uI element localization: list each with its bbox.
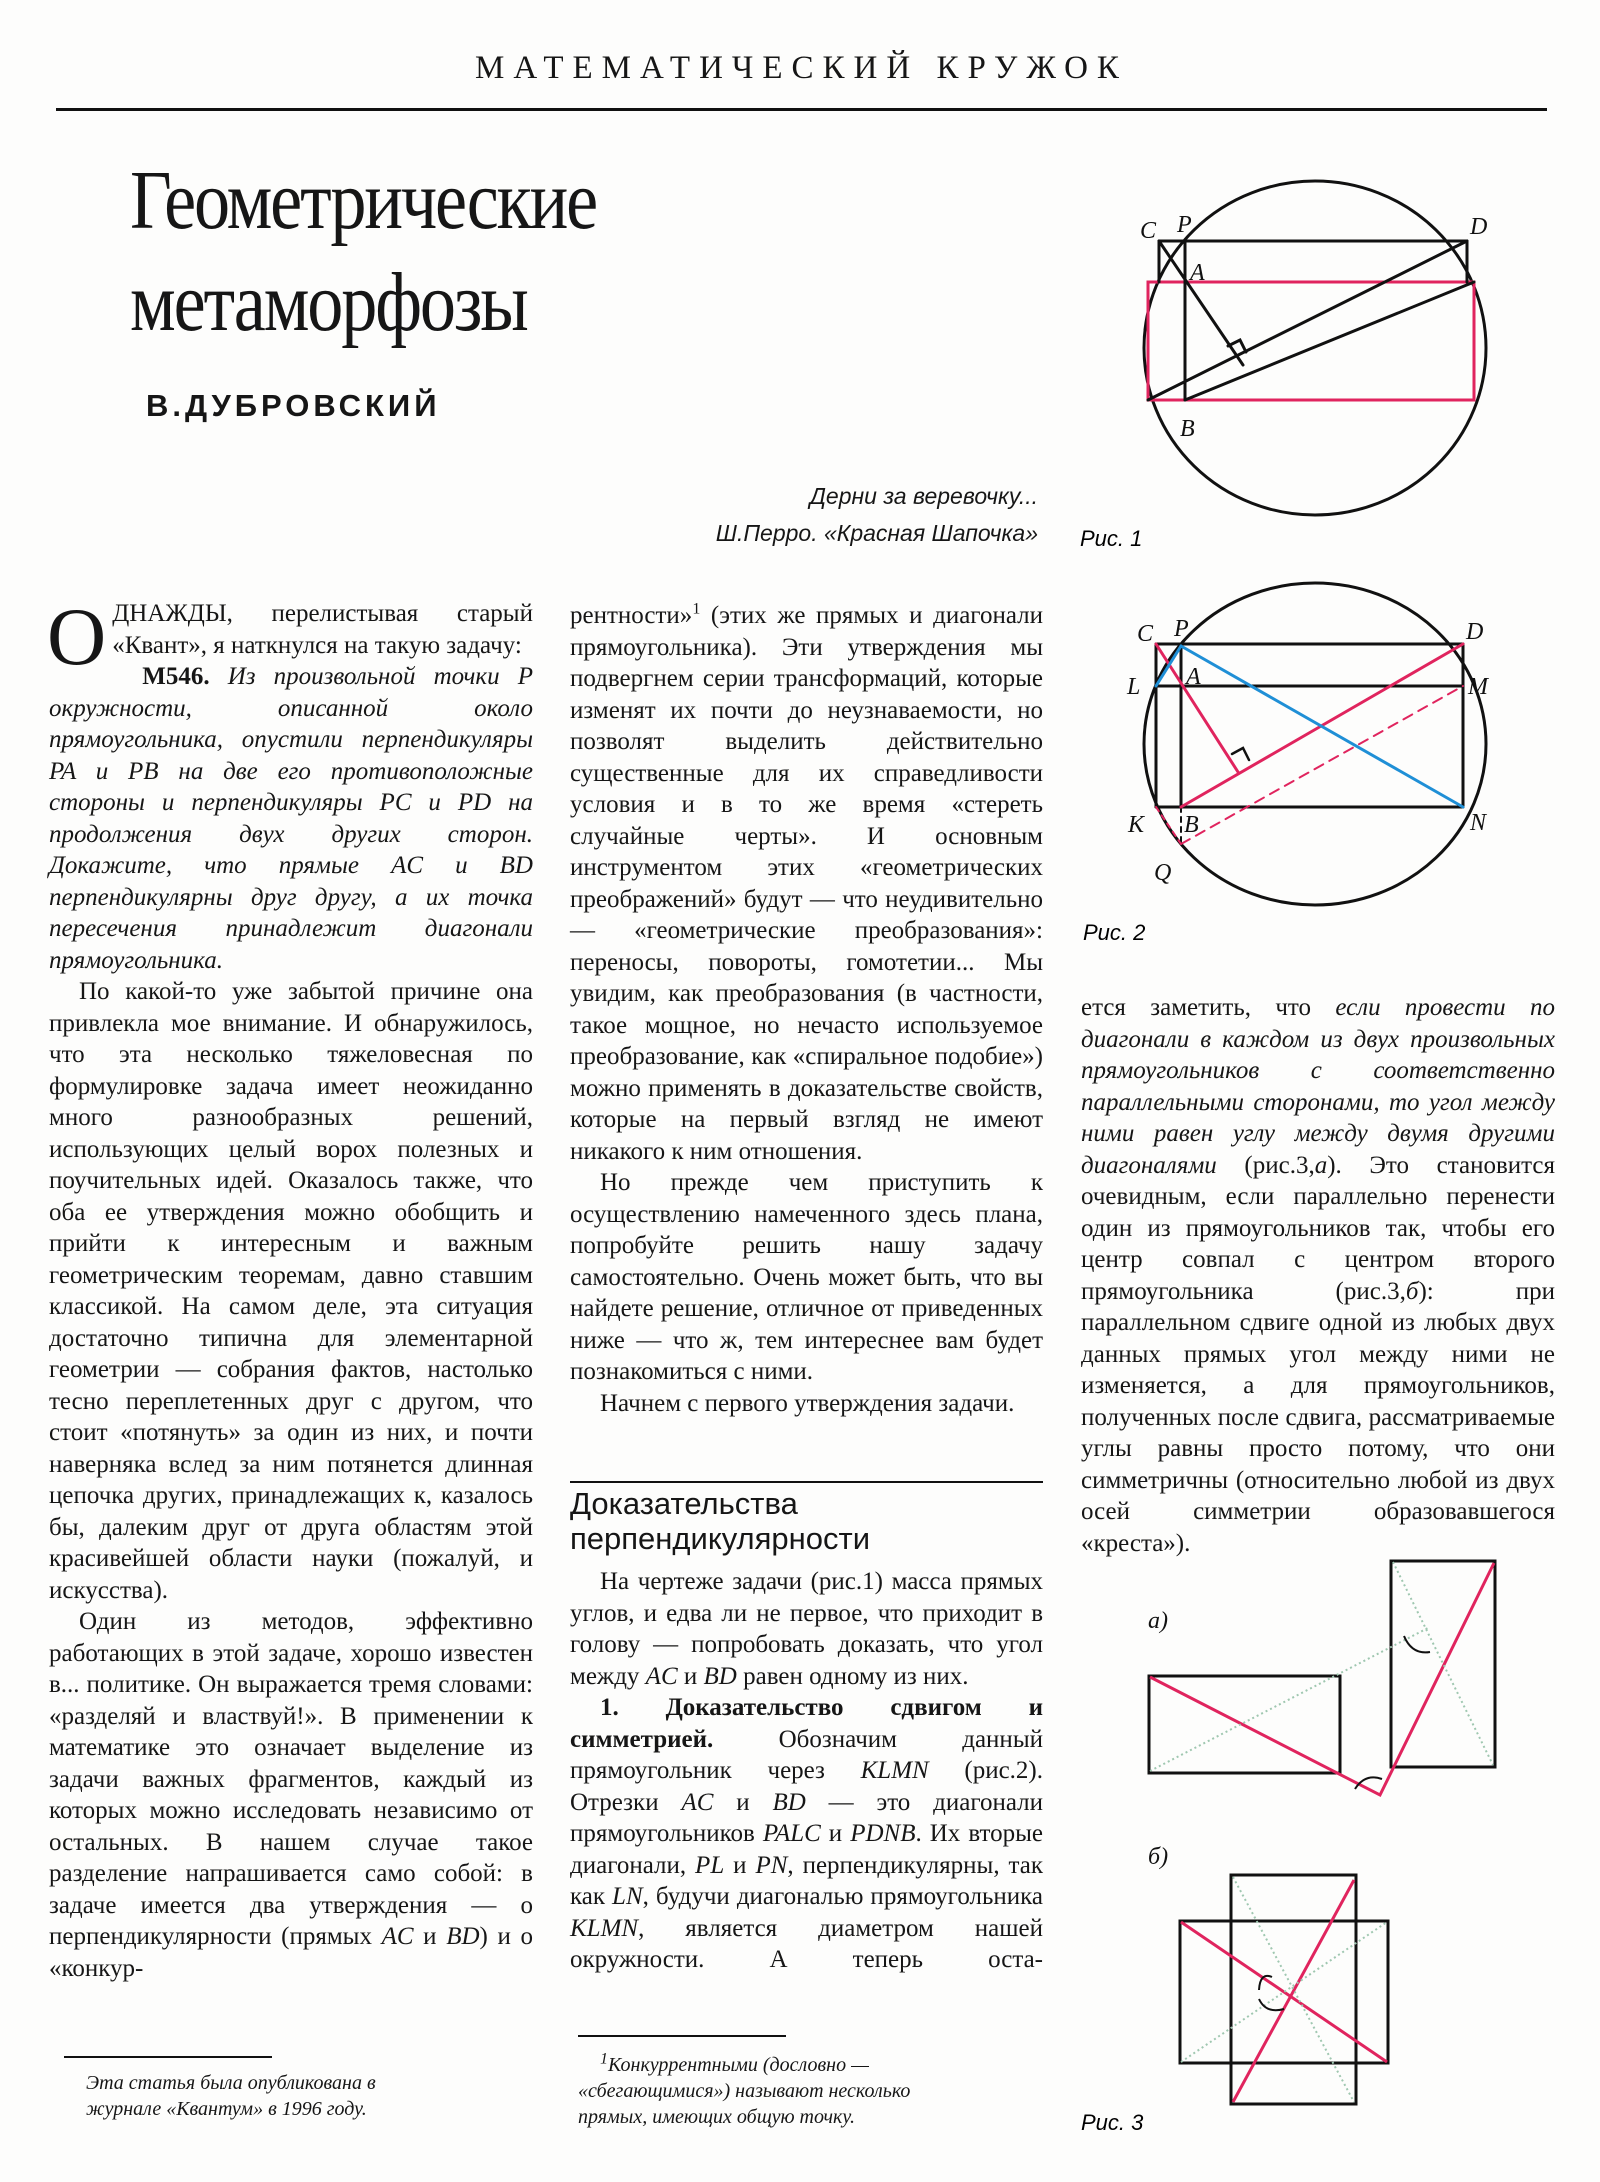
fig1-label-b: B — [1180, 416, 1195, 442]
text-run: На чертеже задачи (рис.1) масса прямых углов, и едва ли не первое, что приходит в голову — попробовать доказать, что угол между — [570, 1568, 1043, 1690]
fig2-label-b: B — [1184, 812, 1199, 838]
text-run: ДНАЖДЫ, перелистывая старый «Квант», я наткнулся на такую задачу: — [112, 600, 533, 659]
text-run: AC — [381, 1923, 414, 1950]
fig3a-angle-arc-1 — [1355, 1777, 1382, 1789]
text-run: Начнем с первого утверждения задачи. — [600, 1389, 1015, 1417]
text-run: , является диаметром нашей окружности. А теперь оста- — [570, 1914, 1043, 1973]
fig2-label-d: D — [1466, 619, 1484, 645]
text-run: М546. — [142, 663, 228, 690]
text-run: PN — [755, 1851, 788, 1879]
text-run: ). Это становится очевидным, если параллельно перенести один из прямоугольников так, чтобы его центр совпал с центром второго прямоугольника (рис.3, — [1081, 1151, 1555, 1305]
figure-3a — [1148, 1561, 1495, 1795]
fig2-caption: Рис. 2 — [1083, 920, 1146, 945]
fig2-label-q: Q — [1154, 860, 1172, 886]
fig2-right-angle — [1232, 748, 1249, 760]
fig2-label-a: A — [1186, 664, 1201, 690]
text-run: (рис.2). Отрезки — [570, 1757, 1043, 1816]
figure-3b — [1148, 1844, 1388, 2104]
text-run: (этих же прямых и диагонали прямоугольника). Эти утверждения мы подвергнем серии трансформаций, которые изменят их почти до неузнаваемости, но позволят выделить действительно существенные для их справедливости условия и в то же время «стереть случайные черты». И основным инструментом этих «геометрических преображений» будут — что неудивительно — «геометрические преобразования»: переносы, повороты, гомотетии... Мы увидим, как преобразования (в частности, такое мощное, но нечасто используемое преобразование, как «спиральное подобие») можно применять в доказательстве свойств, которые на первый взгляд не имеют никакого к ним отношения. — [570, 602, 1043, 1165]
section-heading: Доказательства перпендикулярности — [570, 1486, 871, 1556]
text-run: ) и о «конкур- — [49, 1923, 533, 1982]
fig1-label-c: C — [1140, 218, 1157, 244]
running-header: МАТЕМАТИЧЕСКИЙ КРУЖОК — [475, 50, 1128, 86]
fig1-label-a: A — [1190, 260, 1205, 286]
text-run: BD — [703, 1662, 737, 1690]
footnote-right-text-1: Конкуррентными (дословно — — [608, 2054, 869, 2076]
fig2-label-k: K — [1128, 812, 1145, 838]
fig3-caption: Рис. 3 — [1081, 2110, 1144, 2135]
drop-cap: О — [47, 591, 107, 682]
fig3a-diagonals-red — [1150, 1563, 1494, 1795]
footnote-left-line-1: Эта статья была опубликована в — [86, 2072, 376, 2094]
text-run: ): при параллельном сдвиге одной из любых двух данных прямых угол между ними не изменяется, а для прямоугольников, полученных после сдвига, рассматриваемые углы равны просто потому, что они симметричны (относительно любой из двух осей симметрии образовавшегося «креста»). — [1081, 1277, 1555, 1557]
text-run: Но прежде чем приступить к осуществлению намеченного здесь плана, попробуйте решить нашу задачу самостоятельно. Очень может быть, что вы найдете решение, отличное от приведенных ниже — что ж, тем интереснее вам будет познакомиться с ними. — [570, 1169, 1043, 1385]
text-run: и — [713, 1788, 773, 1816]
text-run: рентности» — [570, 602, 693, 629]
text-run: (рис.3, — [1216, 1151, 1315, 1179]
figure-2 — [1126, 583, 1490, 905]
text-run: Обозначим данный прямоугольник через — [570, 1725, 1043, 1784]
text-run: PALC — [762, 1820, 821, 1847]
text-run: равен одному из них. — [736, 1662, 969, 1690]
text-run: если провести по диагонали в каждом из двух произвольных прямоугольников с соответственно параллельными сторонами, то угол между ними равен углу между двумя другими диагоналями — [1081, 994, 1555, 1179]
text-run: и — [413, 1923, 447, 1950]
text-run: — это диагонали прямоугольников — [570, 1788, 1043, 1847]
fig3b-label: б) — [1148, 1844, 1169, 1870]
footnote-rule-left — [64, 2056, 272, 2058]
fig1-label-d: D — [1470, 214, 1488, 240]
fig2-label-l: L — [1127, 674, 1141, 700]
text-run: LN — [612, 1883, 643, 1910]
text-run: KLMN — [570, 1914, 639, 1942]
footnote-right-line-3: прямых, имеющих общую точку. — [578, 2106, 855, 2128]
author: В.ДУБРОВСКИЙ — [146, 388, 441, 423]
footnote-rule-right — [578, 2035, 786, 2037]
footnote-left-line-2: журнале «Квантум» в 1996 году. — [86, 2098, 367, 2120]
text-run: и — [677, 1662, 704, 1690]
text-run: , будучи диагональю прямоугольника — [642, 1883, 1043, 1910]
footnote-mark: 1 — [600, 2050, 608, 2068]
text-run: AC — [681, 1788, 714, 1816]
fig1-rectangle — [1148, 282, 1474, 400]
text-run: а — [1314, 1151, 1328, 1179]
fig3b-diagonal-red-2 — [1233, 1880, 1354, 2102]
text-run: и — [820, 1820, 851, 1847]
footnote-reference: 1 — [692, 600, 701, 618]
fig2-label-p: P — [1174, 616, 1189, 642]
text-run: , перпендикулярны, так как — [570, 1851, 1043, 1910]
figure-1 — [1140, 181, 1487, 515]
text-run: BD — [772, 1788, 806, 1816]
epigraph-quote: Дерни за веревочку... — [809, 483, 1038, 509]
fig2-label-m: M — [1468, 674, 1488, 700]
text-run: KLMN — [860, 1757, 929, 1784]
text-run: PL — [695, 1851, 725, 1879]
fig1-caption: Рис. 1 — [1080, 526, 1143, 551]
title-line-2: метаморфозы — [130, 256, 527, 349]
text-run: Из произвольной точки P окружности, описанной около прямоугольника, опустили перпендикуляры PA и PB на две его противоположные стороны и перпендикуляры PC и PD на продолжения двух других сторон. Докажите, что прямые AC и BD перпендикулярны друг другу, а их точка пересечения принадлежит диагонали прямоугольника. — [49, 663, 533, 974]
fig3b-angle-arc-2 — [1259, 1999, 1284, 2010]
fig3a-label: а) — [1148, 1608, 1168, 1634]
fig2-label-n: N — [1470, 810, 1487, 836]
footnote-right-line-1 — [578, 2052, 910, 2078]
fig3a-angle-arc-2 — [1404, 1636, 1430, 1652]
text-run: По какой-то уже забытой причине она привлекла мое внимание. И обнаружилось, что эта несколько тяжеловесная по формулировке задача имеет неожиданно много разнообразных решений, использующих целый ворох полезных и поучительных идей. Оказалось также, что оба ее утверждения можно обобщить и прийти к интересным и важным геометрическим теоремам, давно ставшим классикой. На самом деле, эта ситуация достаточно типична для элементарной геометрии — собрания фактов, настолько тесно переплетенных друг с другом, что стоит «потянуть» за один из них, и почти наверняка вслед за ним потянется длинная цепочка других, принадлежащих к, казалось бы, далеким друг от друга областям этой красивейшей области науки (пожалуй, и искусства). — [49, 978, 533, 1604]
footnote-right-line-2: «сбегающимися») называют несколько — [578, 2080, 911, 2102]
text-run: PDNB — [850, 1820, 916, 1847]
fig1-label-p: P — [1177, 212, 1192, 238]
fig1-right-angle — [1228, 340, 1246, 352]
text-run: Один из методов, эффективно работающих в этой задаче, хорошо известен в... политике. Он выражается тремя словами: «разделяй и властвуй!». В применении к математике это означает выделение из задачи важных фрагментов, каждый из которых можно исследовать независимо от остальных. В нашем случае такое разделение напрашивается само собой: в задаче имеется два утверждения — о перпендикулярности (прямых — [49, 1608, 533, 1950]
epigraph-source: Ш.Перро. «Красная Шапочка» — [715, 520, 1038, 546]
footnote-right — [578, 2052, 910, 2130]
footnote-left — [86, 2070, 376, 2122]
text-run: AC — [645, 1662, 678, 1690]
text-run: 1. Доказательство сдвигом и симметрией. — [570, 1694, 1043, 1753]
text-run: . Их вторые диагонали, — [570, 1820, 1043, 1879]
figure-3 — [1081, 1561, 1495, 2135]
title-line-1: Геометрические — [130, 154, 597, 247]
fig2-circle — [1144, 583, 1486, 905]
fig2-label-c: C — [1137, 621, 1154, 647]
text-run: б — [1405, 1277, 1419, 1305]
text-run: ется заметить, что — [1081, 994, 1336, 1021]
fig2-line-qm — [1181, 686, 1463, 844]
text-run: BD — [446, 1923, 480, 1950]
text-run: и — [724, 1851, 756, 1879]
